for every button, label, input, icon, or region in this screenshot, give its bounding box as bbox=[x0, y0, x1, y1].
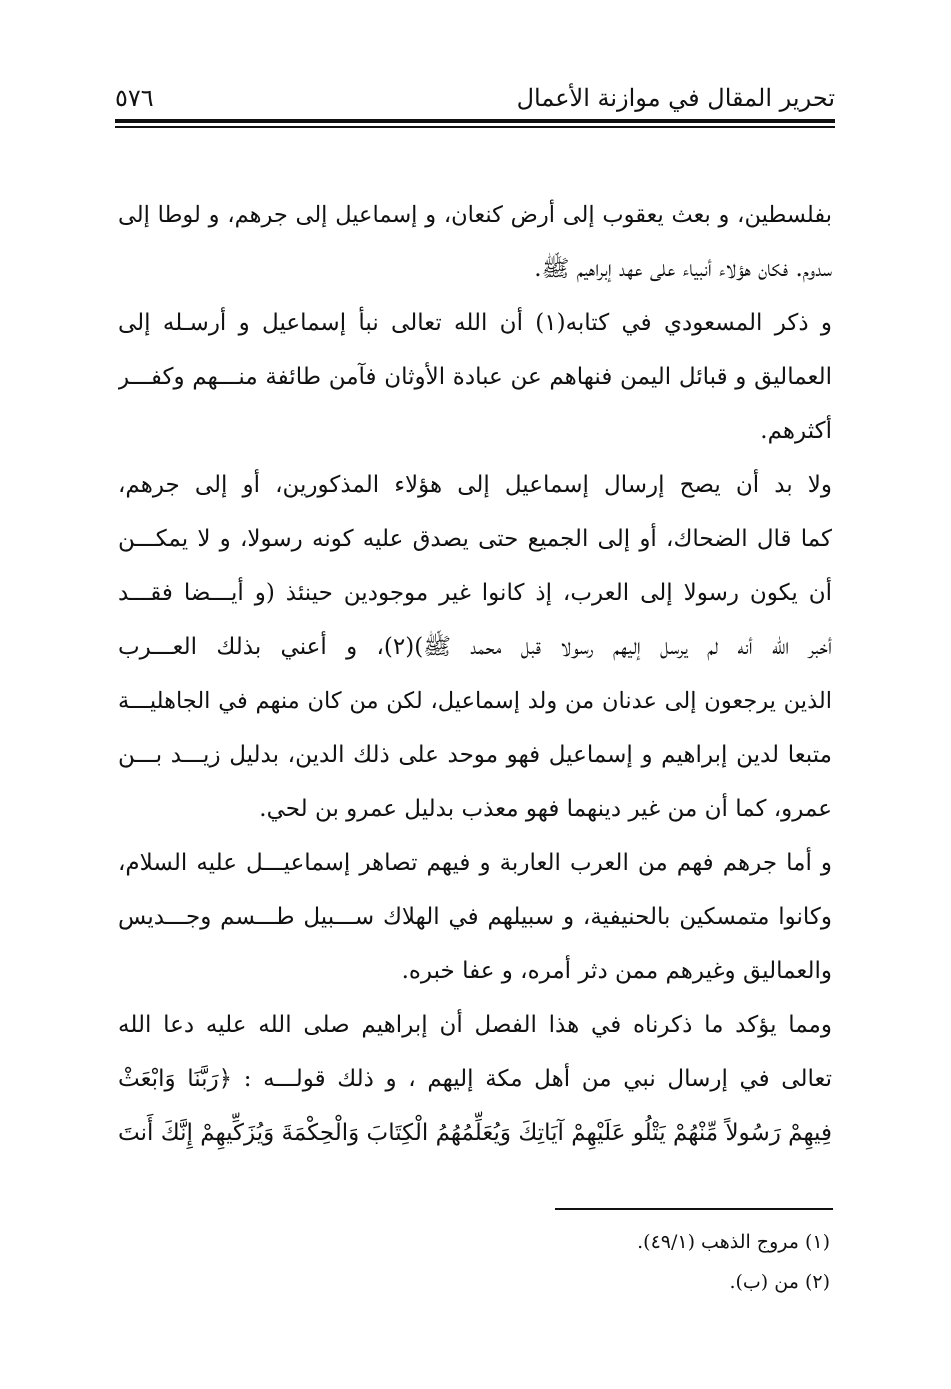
header-rule-thick bbox=[115, 119, 835, 123]
body-text bbox=[118, 188, 832, 1160]
text-line: فِيهِمْ رَسُولاً مِّنْهُمْ يَتْلُو عَلَيْهِمْ آيَاتِكَ وَيُعَلِّمُهُمُ الْكِتَابَ وَالْحِكْمَةَ وَيُزَكِّيهِمْ إِنَّكَ أَنتَ bbox=[118, 1120, 832, 1146]
text-line: بفلسطين، و بعث يعقوب إلى أرض كنعان، و إسماعيل إلى جرهم، و لوطا إلى bbox=[118, 202, 832, 228]
text-line: العماليق و قبائل اليمن فنهاهم عن عبادة الأوثان فآمن طائفة منـــهم وكفـــر bbox=[118, 364, 832, 390]
text-line: متبعا لدين إبراهيم و إسماعيل فهو موحد على ذلك الدين، بدليل زيـــد بـــن bbox=[118, 742, 832, 768]
text-line: كما قال الضحاك، أو إلى الجميع حتى يصدق عليه كونه رسولا، و لا يمكـــن bbox=[118, 526, 832, 552]
text-line: و أما جرهم فهم من العرب العاربة و فيهم تصاهر إسماعيـــل عليه السلام، bbox=[118, 850, 832, 876]
text-line: سدوم. فكان هؤلاء أنبياء على عهد إبراهيم ﷺ. bbox=[534, 256, 832, 282]
page-number: ٥٧٦ bbox=[115, 84, 154, 112]
text-line: ولا بد أن يصح إرسال إسماعيل إلى هؤلاء المذكورين، أو إلى جرهم، bbox=[118, 472, 832, 498]
text-line: عمرو، كما أن من غير دينهما فهو معذب بدليل عمرو بن لحي. bbox=[259, 796, 832, 822]
running-header bbox=[115, 80, 835, 120]
text-line: أكثرهم. bbox=[760, 418, 832, 444]
text-line: والعماليق وغيرهم ممن دثر أمره، و عفا خبره. bbox=[401, 958, 832, 984]
footnote-rule bbox=[555, 1208, 833, 1210]
text-line: و ذكر المسعودي في كتابه(١) أن الله تعالى نبأ إسماعيل و أرسـله إلى bbox=[118, 310, 832, 336]
footnote: (١) مروج الذهب (٤٩/١). bbox=[637, 1231, 830, 1253]
footnote: (٢) من (ب). bbox=[729, 1271, 830, 1293]
text-line: أخبر الله أنه لم يرسل إليهم رسولا قبل محمد ﷺ)(٢)، و أعني بذلك العـــرب bbox=[118, 634, 832, 660]
book-title: تحرير المقال في موازنة الأعمال bbox=[516, 84, 835, 112]
header-rule-thin bbox=[115, 126, 835, 128]
text-line: ومما يؤكد ما ذكرناه في هذا الفصل أن إبراهيم صلى الله عليه دعا الله bbox=[118, 1012, 832, 1038]
text-line: تعالى في إرسال نبي من أهل مكة إليهم ، و ذلك قولـــه : ﴿رَبَّنَا وَابْعَثْ bbox=[118, 1066, 832, 1092]
text-line: أن يكون رسولا إلى العرب، إذ كانوا غير موجودين حينئذ (و أيـــضا فقـــد bbox=[118, 580, 832, 606]
text-line: الذين يرجعون إلى عدنان من ولد إسماعيل، لكن من كان منهم في الجاهليـــة bbox=[118, 688, 832, 714]
text-line: وكانوا متمسكين بالحنيفية، و سبيلهم في الهلاك ســـبيل طـــسم وجـــديس bbox=[118, 904, 832, 930]
footnotes bbox=[480, 1222, 830, 1302]
